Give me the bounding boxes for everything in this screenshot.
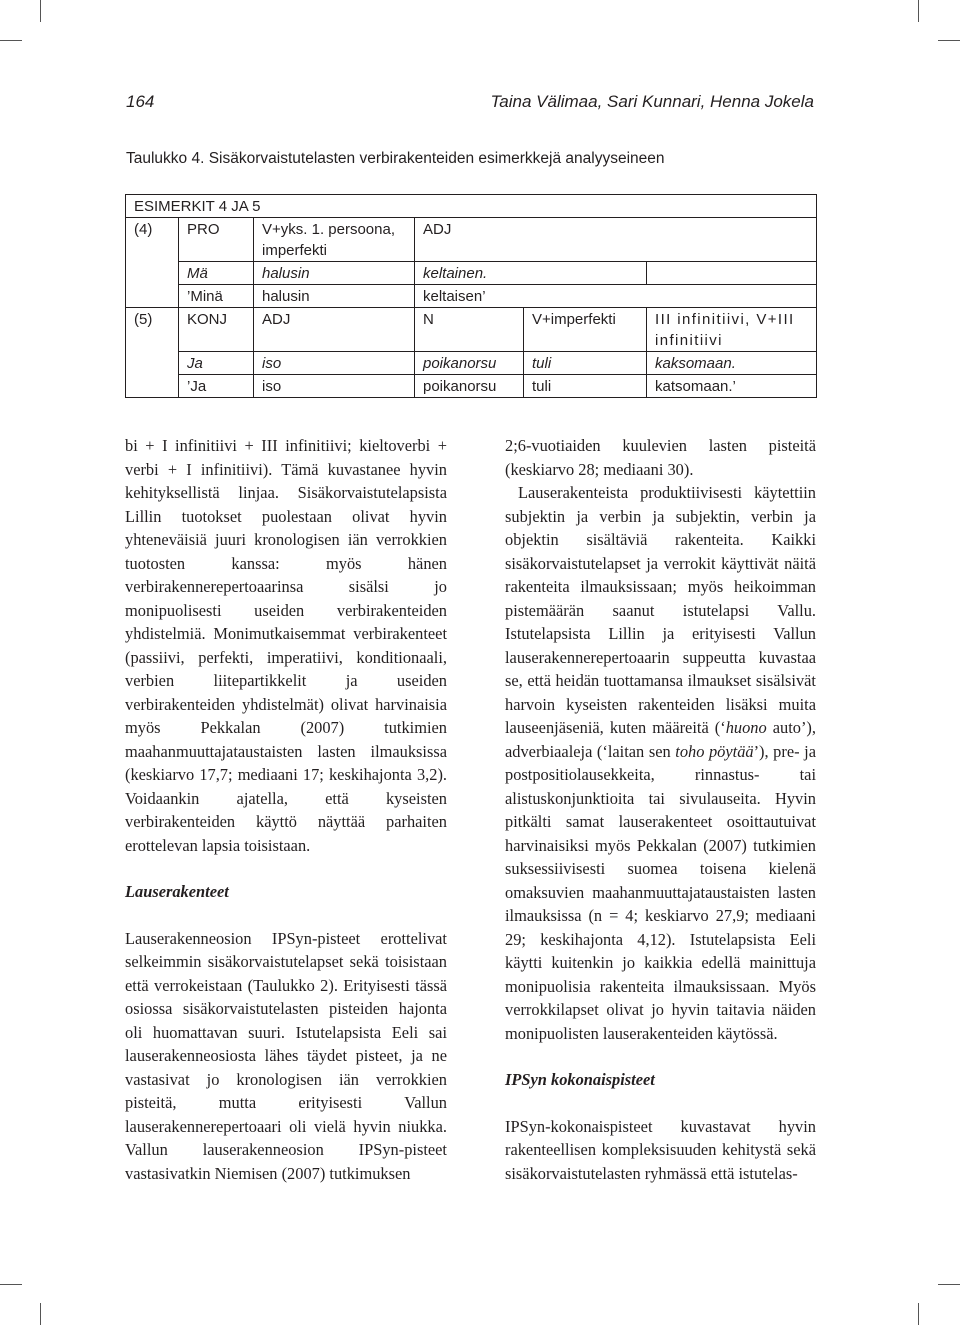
table-row (126, 308, 817, 352)
crop-mark (40, 1303, 41, 1325)
table-caption: Taulukko 4. Sisäkorvaistutelasten verbirakenteiden esimerkkejä analyyseineen (126, 150, 665, 167)
table-cell: keltaisen’ (415, 285, 817, 308)
table-cell: III infinitiivi, V+III infinitiivi (647, 308, 817, 352)
table-row (126, 285, 817, 308)
body-paragraph: bi + I infinitiivi + III infinitiivi; kieltoverbi + verbi + I infinitiivi). Tämä kuvastanee hyvin kehityksellistä linjaa. Sisäkorvaistutelapsista Lillin tuotokset puolestaan olivat hyvin yhteneväisiä juuri kronologisen iän verrokkien tuotosten kanssa: myös hänen verbirakennerepertoaarinsa sisälsi jo monipuolisesti useiden verbirakenteiden yhdistelmiä. Monimutkaisemmat verbirakenteet (passiivi, perfekti, imperatiivi, konditionaali, verbien liitepartikkelit ja useiden verbirakenteiden yhdistelmät) olivat harvinaisia myös Pekkalan (2007) tutkimien maahanmuuttajataustaisten lasten ilmauksissa (keskiarvo 17,7; mediaani 17; keskihajonta 3,2). Voidaankin ajatella, että kyseisten verbirakenteiden käyttö näyttää parhaiten erottelevan lapsia toisistaan. (125, 436, 447, 855)
table-cell: ADJ (415, 218, 817, 262)
section-heading: Lauserakenteet (125, 882, 229, 901)
crop-mark (938, 1284, 960, 1285)
running-head-authors: Taina Välimaa, Sari Kunnari, Henna Jokela (490, 92, 814, 111)
crop-mark (0, 1284, 22, 1285)
table-header-row (126, 195, 817, 218)
table-cell (647, 262, 817, 285)
crop-mark (918, 0, 919, 22)
table-cell: Mä (179, 262, 254, 285)
quoted-example: huono (725, 718, 767, 737)
table-cell: KONJ (179, 308, 254, 352)
example-number: (5) (126, 308, 179, 352)
right-column (505, 434, 816, 1185)
table-cell: V+yks. 1. persoona, imperfekti (254, 218, 415, 262)
crop-mark (40, 0, 41, 22)
examples-table (125, 194, 817, 398)
table-row (126, 218, 817, 262)
section-heading: IPSyn kokonaispisteet (505, 1070, 655, 1089)
table-cell: poikanorsu (415, 375, 524, 398)
table-row (126, 262, 817, 285)
table-cell: keltainen. (415, 262, 647, 285)
table-cell: halusin (254, 285, 415, 308)
body-paragraph (505, 481, 816, 1045)
table-cell (126, 262, 179, 285)
crop-mark (938, 40, 960, 41)
table-row (126, 375, 817, 398)
body-paragraph: Lauserakenneosion IPSyn-pisteet erottelivat selkeimmin sisäkorvaistutelapset sekä toisistaan että verrokeistaan (Taulukko 2). Erityisesti tässä osiossa sisäkorvaistutelasten pisteiden hajonta oli huomattavan suuri. Istutelapsista Eeli sai lauserakenneosiosta lähes täydet pisteet, ja ne vastasivat jo kronologisen iän verrokkien pisteitä, mutta erityisesti Vallun lauserakennerepertoaari oli vielä hyvin niukka. Vallun lauserakenneosion IPSyn-pisteet vastasivatkin Niemisen (2007) tutkimuksen (125, 928, 447, 1183)
table-cell: poikanorsu (415, 352, 524, 375)
table-cell: Ja (179, 352, 254, 375)
table-cell: kaksomaan. (647, 352, 817, 375)
quoted-example: toho pöytää (675, 741, 754, 761)
body-paragraph: 2;6-vuotiaiden kuulevien lasten pisteitä (keskiarvo 28; mediaani 30). (505, 436, 816, 479)
table-cell: halusin (254, 262, 415, 285)
page-number: 164 (126, 92, 155, 111)
crop-mark (0, 40, 22, 41)
text-run: Lauserakenteista produktiivisesti käytettiin subjektin ja verbin ja subjektin, verbin ja objektin sisältäviä rakenteita. Kaikki sisäkorvaistutelapset ja verrokit käyttivät näitä rakenteita ilmauksissaan; myös heikoimman pistemäärän saanut istutelapsi Vallu. Istutelapsista Lillin ja erityisesti Vallun lauserakennerepertoaarin suppeutta kuvastaa se, että heidän tuottamansa ilmaukset sisälsivät harvoin kyseisten rakenteiden lisäksi muita lauseenjäseniä, kuten määreitä (‘ (505, 483, 816, 737)
table-cell: tuli (524, 375, 647, 398)
table-row (126, 352, 817, 375)
body-paragraph: IPSyn-kokonaispisteet kuvastavat hyvin rakenteellisen kompleksisuuden kehitystä sekä sisäkorvaistutelasten ryhmässä että istutelas- (505, 1116, 816, 1183)
crop-mark (918, 1303, 919, 1325)
table-cell: N (415, 308, 524, 352)
table-cell: PRO (179, 218, 254, 262)
text-run: auto’), adverbiaaleja (‘laitan sen (505, 718, 816, 761)
left-column (125, 434, 447, 1185)
text-run: ’), pre- ja postpositiolausekkeita, rinnastus- tai alistuskonjunktioita tai sivulauseita. Hyvin pitkälti samat lauserakenteet osoittautuivat harvinaisiksi myös Pekkalan (2007) tutkimien suksessiivisesti suomea toisena kielenä omaksuvien maahanmuuttajataustaisten lasten ilmauksissa (n = 4; keskiarvo 27,9; mediaani 29; keskihajonta 4,12). Istutelapsista Eeli käytti kuitenkin jo kaikkia edellä mainittuja monipuolisia rakenteita ilmauksissaan. Myös verrokkilapset olivat jo hyvin taitavia näiden monipuolisten lauserakenteiden käytössä. (505, 741, 816, 1043)
table-cell: tuli (524, 352, 647, 375)
table-cell (126, 352, 179, 375)
table-cell: ’Minä (179, 285, 254, 308)
example-number: (4) (126, 218, 179, 262)
table-cell: V+imperfekti (524, 308, 647, 352)
table-cell: iso (254, 375, 415, 398)
table-cell: iso (254, 352, 415, 375)
table-cell: ADJ (254, 308, 415, 352)
table-cell: ’Ja (179, 375, 254, 398)
table-cell (126, 285, 179, 308)
table-cell: katsomaan.’ (647, 375, 817, 398)
table-heading: ESIMERKIT 4 JA 5 (126, 195, 817, 218)
table-cell (126, 375, 179, 398)
